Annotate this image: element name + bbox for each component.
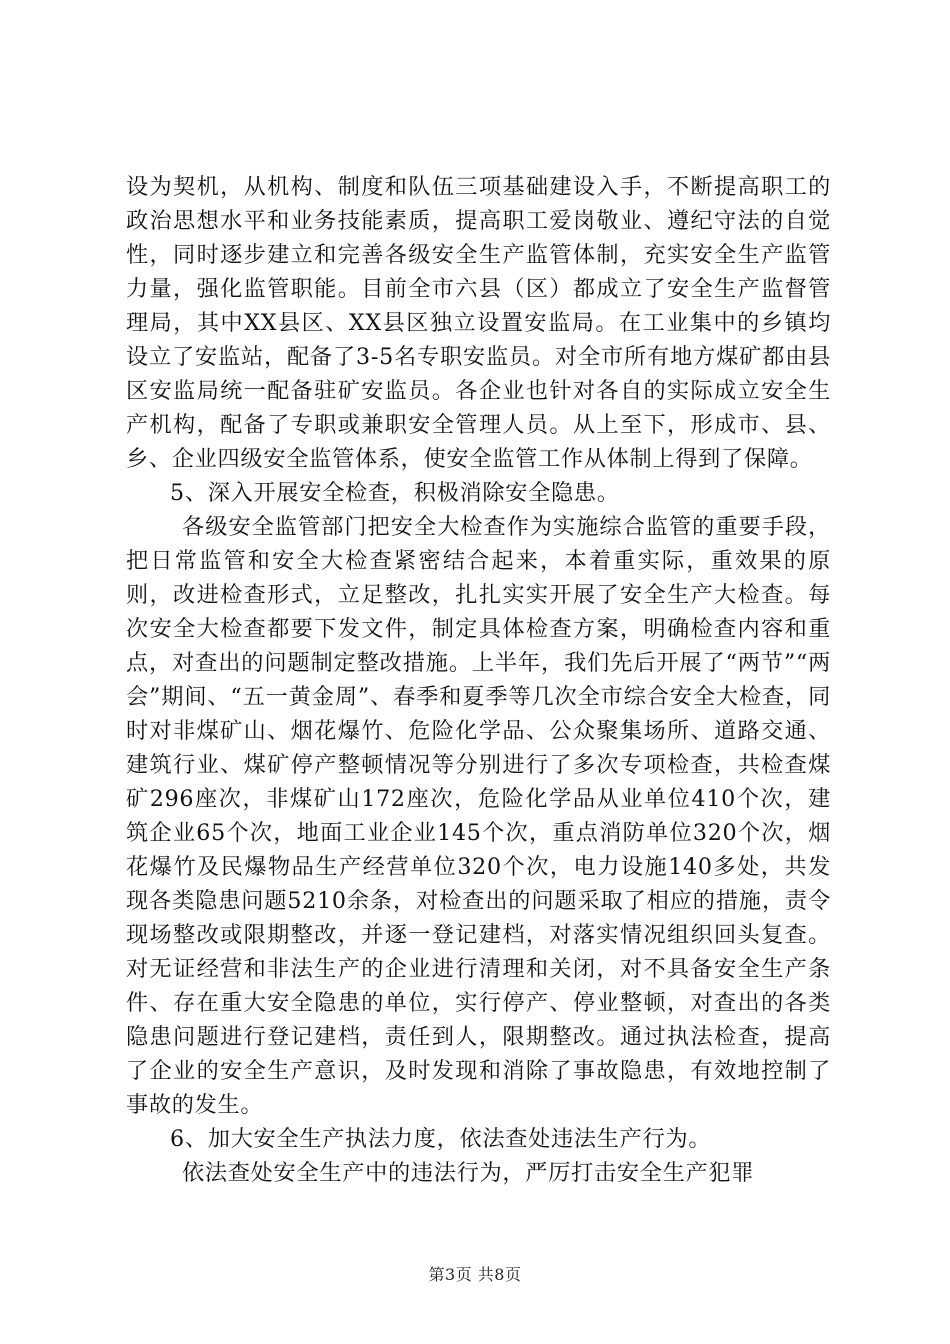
paragraph-safety-inspection: 各级安全监管部门把安全大检查作为实施综合监管的重要手段，把日常监管和安全大检查紧密结合起来，本着重实际，重效果的原则，改进检查形式，立足整改，扎扎实实开展了安全生产大检查。每次安全大检查都要下发文件，制定具体检查方案，明确检查内容和重点，对查出的问题制定整改措施。上半年，我们先后开展了“两节”“两会”期间、“五一黄金周”、春季和夏季等几次全市综合安全大检查，同时对非煤矿山、烟花爆竹、危险化学品、公众聚集场所、道路交通、建筑行业、煤矿停产整顿情况等分别进行了多次专项检查，共检查煤矿296座次，非煤矿山172座次，危险化学品从业单位410个次，建筑企业65个次，地面工业企业145个次，重点消防单位320个次，烟花爆竹及民爆物品生产经营单位320个次，电力设施140多处，共发现各类隐患问题5210余条，对检查出的问题采取了相应的措施，责令现场整改或限期整改，并逐一登记建档，对落实情况组织回头复查。对无证经营和非法生产的企业进行清理和关闭，对不具备安全生产条件、存在重大安全隐患的单位，实行停产、停业整顿，对查出的各类隐患问题进行登记建档，责任到人，限期整改。通过执法检查，提高了企业的安全生产意识，及时发现和消除了事故隐患，有效地控制了事故的发生。 bbox=[126, 514, 831, 1118]
page-footer: 第3页 共8页 bbox=[428, 1265, 522, 1284]
paragraph-law-enforcement: 依法查处安全生产中的违法行为，严厉打击安全生产犯罪 bbox=[182, 1160, 755, 1186]
paragraph-continuation: 设为契机，从机构、制度和队伍三项基础建设入手，不断提高职工的政治思想水平和业务技能素质，提高职工爱岗敬业、遵纪守法的自觉性，同时逐步建立和完善各级安全生产监管体制，充实安全生产监管力量，强化监管职能。目前全市六县（区）都成立了安全生产监督管理局，其中XX县区、XX县区独立设置安监局。在工业集中的乡镇均设立了安监站，配备了3-5名专职安监员。对全市所有地方煤矿都由县区安监局统一配备驻矿安监员。各企业也针对各自的实际成立安全生产机构，配备了专职或兼职安全管理人员。从上至下，形成市、县、乡、企业四级安全监管体系，使安全监管工作从体制上得到了保障。 bbox=[126, 174, 831, 472]
section-heading-6: 6、加大安全生产执法力度，依法查处违法生产行为。 bbox=[170, 1126, 712, 1152]
section-heading-5: 5、深入开展安全检查，积极消除安全隐患。 bbox=[170, 480, 620, 506]
document-body bbox=[126, 170, 831, 1190]
